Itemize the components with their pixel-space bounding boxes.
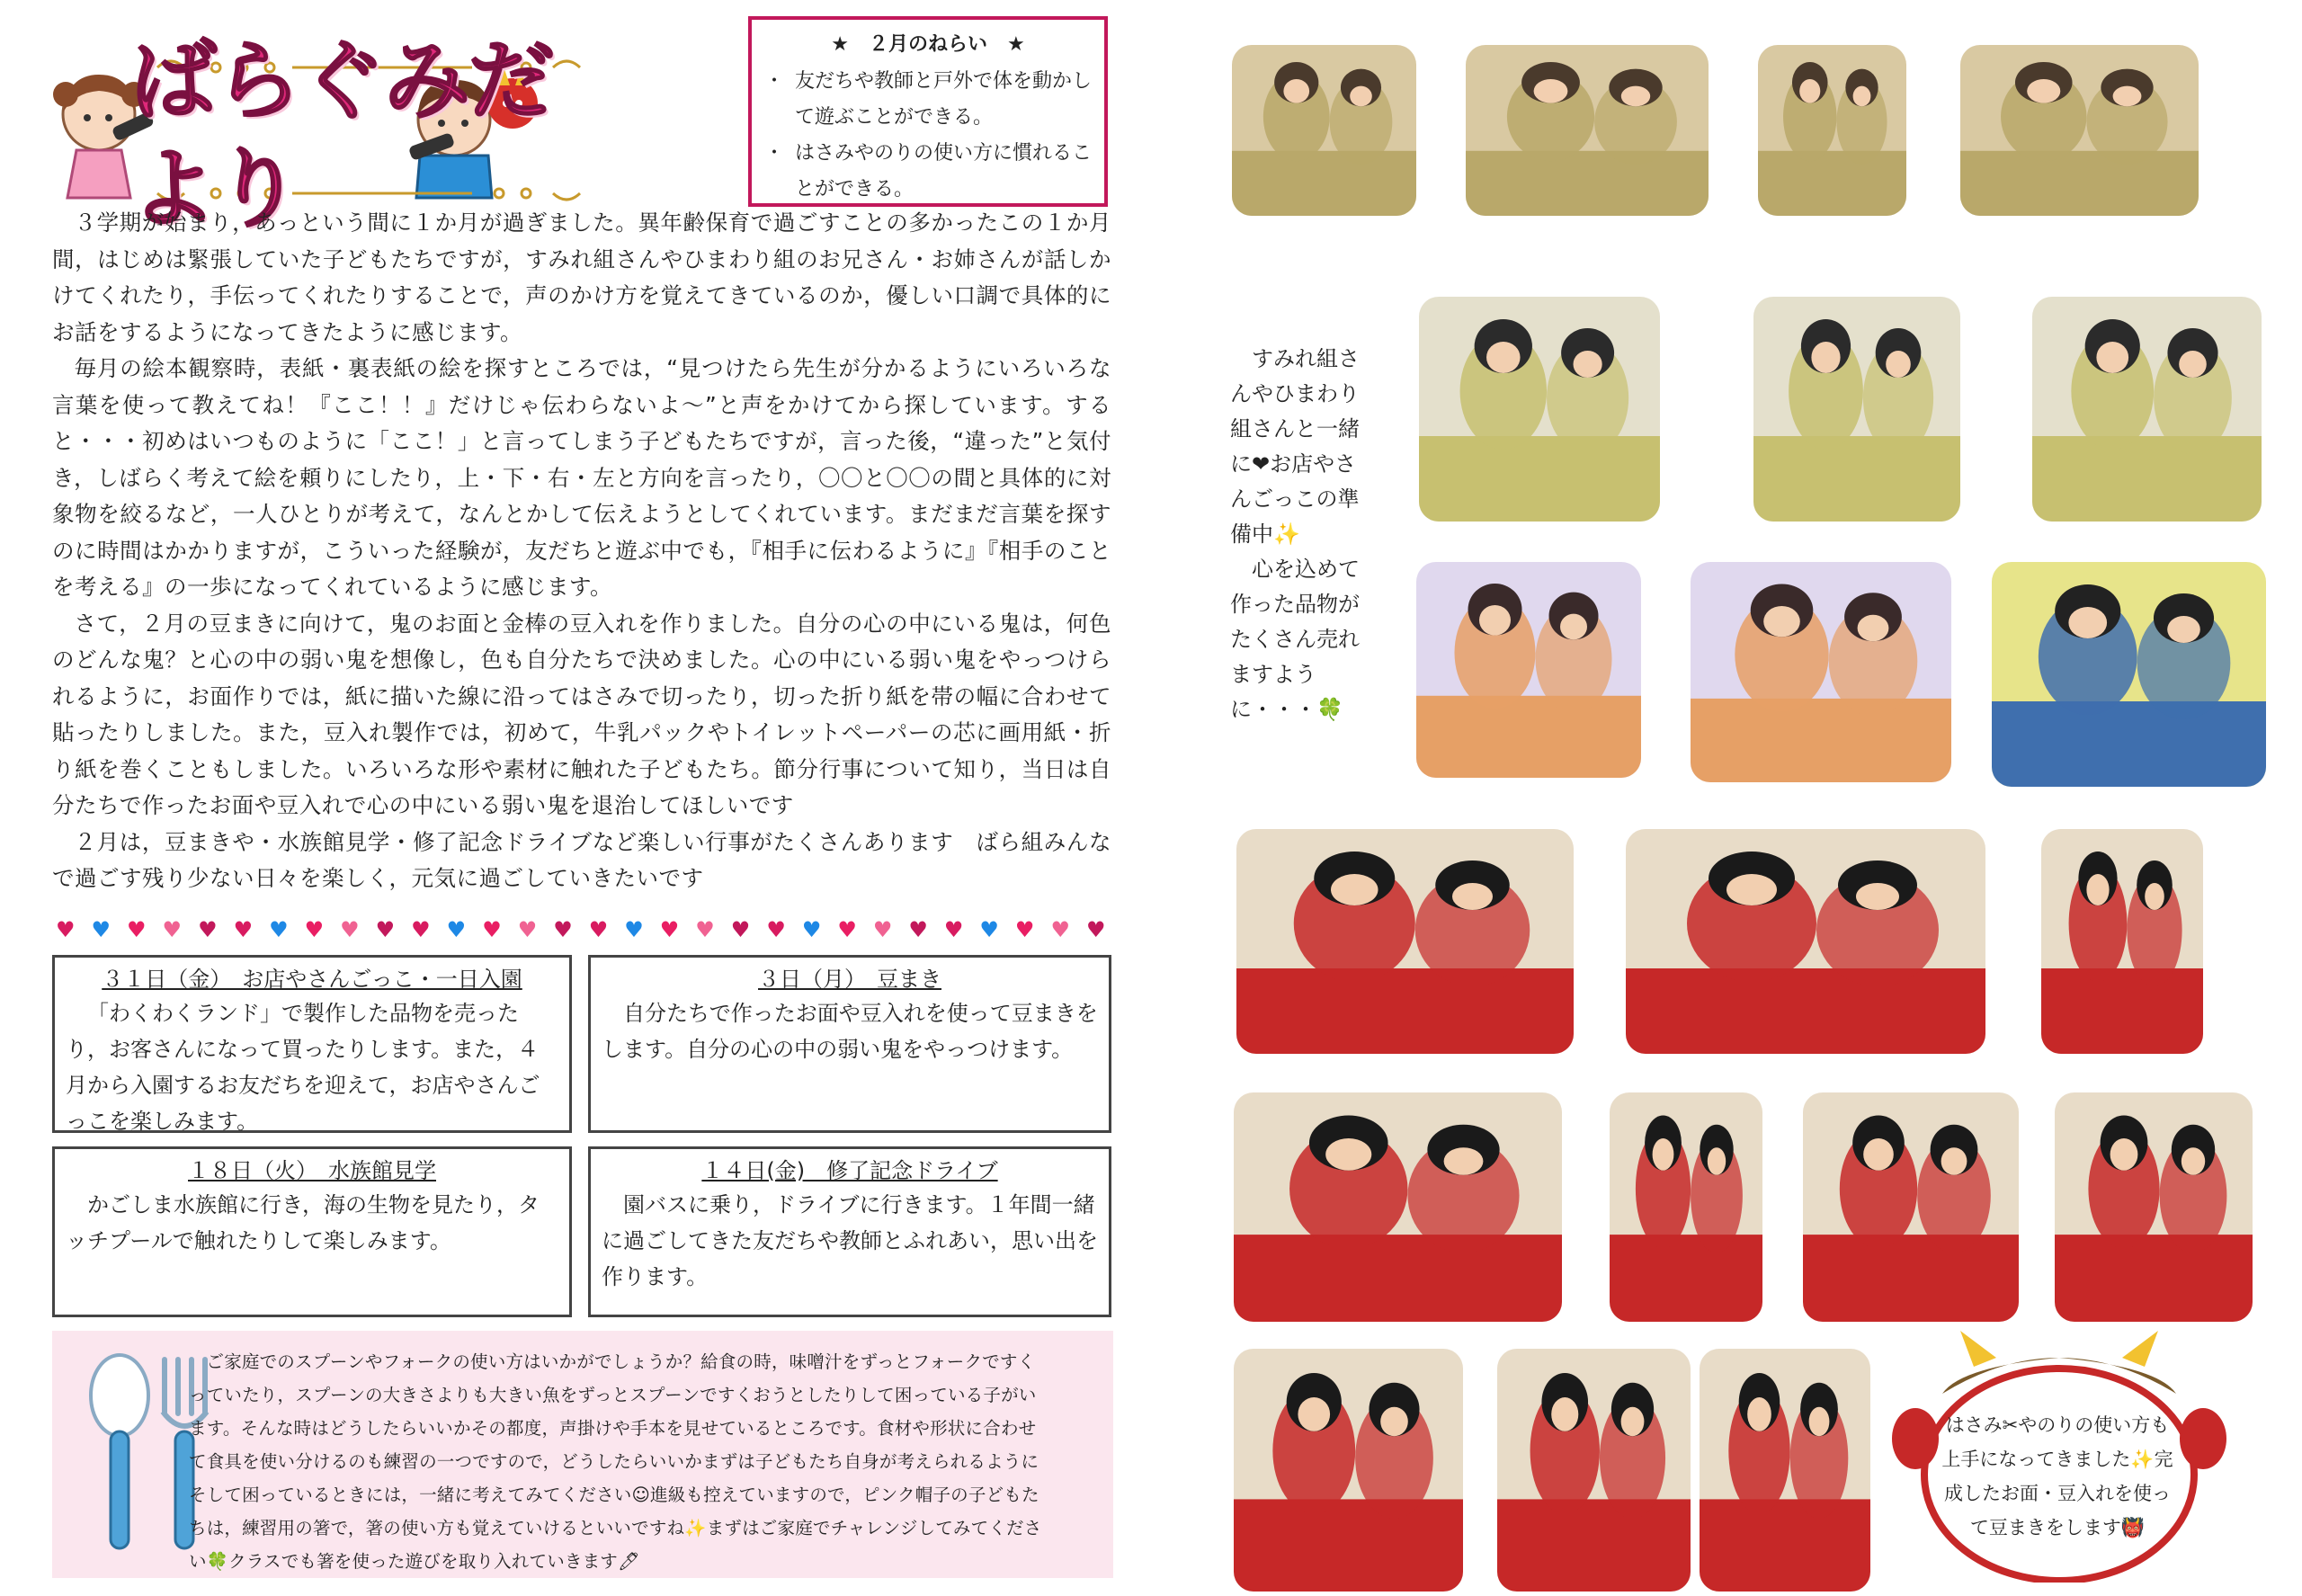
class-photo <box>1960 45 2199 216</box>
event-body: かごしま水族館に行き，海の生物を見たり，タッチプールで触れたりして楽しみます。 <box>66 1192 540 1253</box>
heart-icon: ♥ <box>801 917 822 942</box>
heart-icon: ♥ <box>56 917 76 942</box>
event-box <box>52 955 572 1133</box>
heart-icon: ♥ <box>91 917 112 942</box>
event-title: １８日（火） 水族館見学 <box>188 1158 436 1183</box>
heart-icon: ♥ <box>269 917 289 942</box>
left-page <box>0 0 1142 1596</box>
event-body: 園バスに乗り，ドライブに行きます。１年間一緒に過ごしてきた友だちや教師とふれあい，思い出を作ります。 <box>602 1192 1098 1289</box>
heart-icon: ♥ <box>1014 917 1035 942</box>
body-paragraph: 毎月の絵本観察時，表紙・裏表紙の絵を探すところでは，“見つけたら先生が分かるようにいろいろな言葉を使って教えてね！『ここ！！』だけじゃ伝わらないよ～”と声をかけてから探しています。すると・・・初めはいつものように「ここ！」と言ってしまう子どもたちですが，言った後，“違った”と気付き，しばらく考えて絵を頼りにしたり，上・下・右・左と方向を言ったり，〇〇と〇〇の間と具体的に対象物を絞るなど，一人ひとりが考えて，なんとかして伝えようとしてくれています。まだまだ言葉を探すのに時間はかかりますが，こういった経験が，友だちと遊ぶ中でも，『相手に伝わるように』『相手のことを考える』の一歩になってくれているように感じます。 <box>52 355 1111 600</box>
heart-icon: ♥ <box>872 917 893 942</box>
heart-icon: ♥ <box>943 917 964 942</box>
heart-icon: ♥ <box>553 917 573 942</box>
side-caption-text: すみれ組さんやひまわり組さんと一緒に❤お店やさんごっこの準備中✨ <box>1230 346 1360 547</box>
aims-item-text: 友だちや教師と戸外で体を動かして遊ぶことができる。 <box>795 70 1093 129</box>
class-photo <box>1497 1349 1691 1592</box>
heart-icon: ♥ <box>1085 917 1106 942</box>
bullet: ・ <box>764 142 785 165</box>
newsletter-title: ばらぐみだより <box>130 31 553 239</box>
monthly-aims-box <box>748 16 1108 207</box>
body-paragraph: さて，２月の豆まきに向けて，鬼のお面と金棒の豆入れを作りました。自分の心の中にいる鬼は，何色のどんな鬼？と心の中の弱い鬼を想像し，色も自分たちで決めました。心の中にいる弱い鬼をやっつけられるように，お面作りでは，紙に描いた線に沿ってはさみで切ったり，切った折り紙を帯の幅に合わせて貼ったりしました。また，豆入れ製作では，初めて，牛乳パックやトイレットペーパーの芯に画用紙・折り紙を巻くこともしました。いろいろな形や素材に触れた子どもたち。節分行事について知り，当日は自分たちで作ったお面や豆入れで心の中にいる弱い鬼を退治してほしいです <box>52 610 1112 818</box>
heart-icon: ♥ <box>446 917 467 942</box>
event-body: 「わくわくランド」で製作した品物を売ったり，お客さんになって買ったりします。また，４月から入園するお友だちを迎えて，お店やさんごっこを楽しみます。 <box>66 1001 540 1134</box>
event-box <box>588 1146 1111 1317</box>
heart-icon: ♥ <box>127 917 147 942</box>
heart-icon: ♥ <box>908 917 928 942</box>
body-paragraph: ２月は，豆まきや・水族館見学・修了記念ドライブなど楽しい行事がたくさんあります ばら組みんなで過ごす残り少ない日々を楽しく，元気に過ごしていきたいです <box>52 828 1111 891</box>
class-photo <box>1234 1349 1463 1592</box>
heart-icon: ♥ <box>1050 917 1070 942</box>
heart-icon: ♥ <box>482 917 502 942</box>
side-caption <box>1230 342 1374 727</box>
class-photo <box>1700 1349 1870 1592</box>
class-photo <box>1234 1092 1562 1322</box>
event-body: 自分たちで作ったお面や豆入れを使って豆まきをします。自分の心の中の弱い鬼をやっつけます。 <box>602 1001 1098 1062</box>
heart-icon: ♥ <box>340 917 360 942</box>
heart-icon: ♥ <box>624 917 644 942</box>
newsletter-body <box>52 205 1111 897</box>
heart-icon: ♥ <box>375 917 396 942</box>
class-photo <box>1992 562 2266 787</box>
class-photo <box>1466 45 1709 216</box>
heart-icon: ♥ <box>659 917 680 942</box>
heart-icon: ♥ <box>411 917 431 942</box>
class-photo <box>1753 297 1960 522</box>
heart-icon: ♥ <box>198 917 218 942</box>
event-box <box>588 955 1111 1133</box>
event-title: １４日(金) 修了記念ドライブ <box>701 1158 998 1183</box>
heart-icon: ♥ <box>304 917 325 942</box>
heart-icon: ♥ <box>730 917 751 942</box>
class-photo <box>2032 297 2262 522</box>
class-photo <box>2055 1092 2253 1322</box>
home-note-box <box>52 1331 1113 1578</box>
class-photo <box>1416 562 1641 778</box>
heart-icon: ♥ <box>979 917 999 942</box>
side-caption-text: 心を込めて作った品物がたくさん売れますように・・・🍀 <box>1230 557 1360 722</box>
event-box <box>52 1146 572 1317</box>
class-photo <box>1419 297 1660 522</box>
heart-icon: ♥ <box>766 917 786 942</box>
class-photo <box>1803 1092 2019 1322</box>
class-photo <box>1691 562 1951 782</box>
event-title: ３１日（金） お店やさんごっこ・一日入園 <box>102 967 522 992</box>
aims-item <box>764 64 1092 136</box>
event-title: ３日（月） 豆まき <box>758 967 941 992</box>
heart-icon: ♥ <box>233 917 254 942</box>
class-photo <box>2041 829 2203 1054</box>
monthly-aims-title: ★ ２月のねらい ★ <box>831 33 1025 56</box>
heart-icon: ♥ <box>837 917 857 942</box>
heart-icon: ♥ <box>588 917 609 942</box>
heart-icon: ♥ <box>517 917 538 942</box>
heart-icon: ♥ <box>162 917 183 942</box>
class-photo <box>1626 829 1985 1054</box>
aims-item-text: はさみやのりの使い方に慣れることができる。 <box>795 142 1093 201</box>
class-photo <box>1758 45 1906 216</box>
home-note-text: ご家庭でのスプーンやフォークの使い方はいかがでしょうか？給食の時，味噌汁をずっとフォークですくっていたり，スプーンの大きさよりも大きい魚をずっとスプーンですくおうとしたりして困っている子がいます。そんな時はどうしたらいいかその都度，声掛けや手本を見せているところです。食材や形状に合わせて食具を使い分けるのも練習の一つですので，どうしたらいいかまずは子どもたち自身が考えられるようにそして困っているときには，一緒に考えてみてください☺進級も控えていますので，ピンク帽子の子どもたちは，練習用の箸で，箸の使い方も覚えていけるといいですね✨まずはご家庭でチャレンジしてみてください🍀クラスでも箸を使った遊びを取り入れていきます🖊 <box>189 1351 1042 1572</box>
heart-icon: ♥ <box>695 917 715 942</box>
bullet: ・ <box>764 70 785 93</box>
body-paragraph: ３学期が始まり，あっという間に１か月が過ぎました。異年齢保育で過ごすことの多かったこの１か月間，はじめは緊張していた子どもたちですが，すみれ組さんやひまわり組のお兄さん・お姉さんが話しかけてくれたり，手伝ってくれたりすることで，声のかけ方を覚えてきているのか，優しい口調で具体的にお話をするようになってきたように感じます。 <box>52 210 1112 345</box>
heart-divider <box>56 917 1106 942</box>
aims-item <box>764 136 1092 208</box>
class-photo <box>1610 1092 1762 1322</box>
oni-note-text: はさみ✂やのりの使い方も上手になってきました✨完成したお面・豆入れを使って豆まきをします👹 <box>1941 1414 2173 1538</box>
class-photo <box>1236 829 1574 1054</box>
class-photo <box>1232 45 1416 216</box>
